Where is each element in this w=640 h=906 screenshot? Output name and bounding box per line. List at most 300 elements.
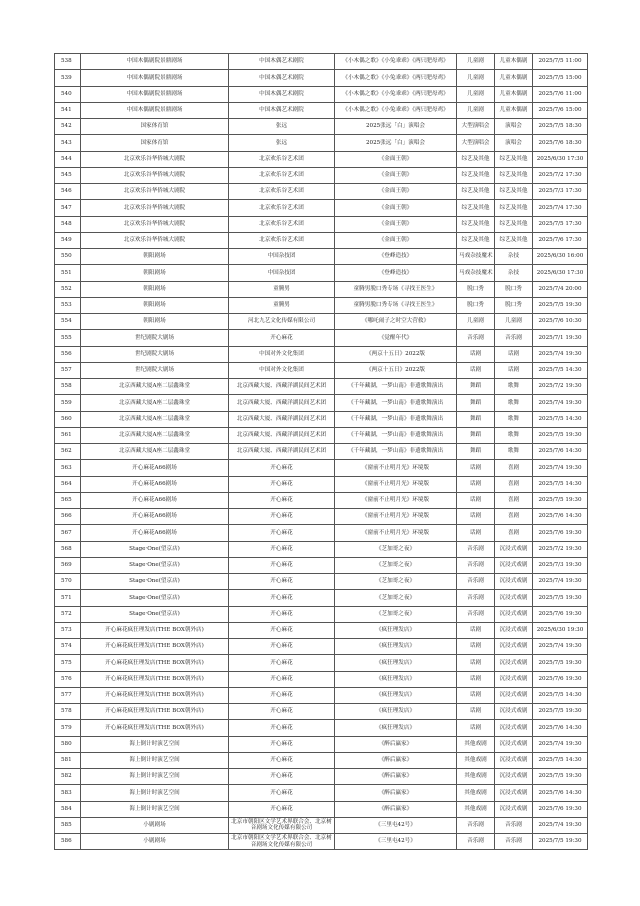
program-cell: 《窗前不止明月光》环境版 xyxy=(335,476,457,492)
program-cell: 《千年藏湖，一梦山南》非遗歌舞演出 xyxy=(335,379,457,395)
organizer-cell: 北京西藏大厦、西藏洋湖民间艺术团 xyxy=(229,427,335,443)
genre-cell: 话剧 xyxy=(457,687,495,703)
program-cell: 《金面王朝》 xyxy=(335,232,457,248)
venue-cell: 小剧剧场 xyxy=(81,817,229,833)
datetime-cell: 2025/7/6 17:30 xyxy=(533,232,588,248)
genre-cell: 儿童剧 xyxy=(457,102,495,118)
category-cell: 沉浸式戏剧 xyxy=(495,590,533,606)
category-cell: 音乐剧 xyxy=(495,817,533,833)
organizer-cell: 开心麻花 xyxy=(229,752,335,768)
row-number: 573 xyxy=(55,622,81,638)
venue-cell: Stage·One(望京店) xyxy=(81,574,229,590)
row-number: 553 xyxy=(55,297,81,313)
genre-cell: 综艺及其他 xyxy=(457,167,495,183)
table-row xyxy=(55,492,588,508)
row-number: 566 xyxy=(55,509,81,525)
row-number: 583 xyxy=(55,785,81,801)
datetime-cell: 2025/6/30 17:30 xyxy=(533,151,588,167)
category-cell: 综艺及其他 xyxy=(495,151,533,167)
table-row xyxy=(55,639,588,655)
row-number: 545 xyxy=(55,167,81,183)
category-cell: 演唱会 xyxy=(495,119,533,135)
row-number: 570 xyxy=(55,574,81,590)
program-cell: 《千年藏湖，一梦山南》非遗歌舞演出 xyxy=(335,411,457,427)
table-row xyxy=(55,801,588,817)
venue-cell: Stage·One(望京店) xyxy=(81,606,229,622)
row-number: 571 xyxy=(55,590,81,606)
table-row xyxy=(55,509,588,525)
table-row xyxy=(55,769,588,785)
row-number: 547 xyxy=(55,200,81,216)
venue-cell: 开心麻花A66剧场 xyxy=(81,509,229,525)
datetime-cell: 2025/7/5 14:30 xyxy=(533,687,588,703)
venue-cell: 中国木偶剧院景鼎剧场 xyxy=(81,54,229,70)
row-number: 586 xyxy=(55,834,81,850)
genre-cell: 其他戏剧 xyxy=(457,801,495,817)
program-cell: 《金面王朝》 xyxy=(335,184,457,200)
category-cell: 歌舞 xyxy=(495,411,533,427)
organizer-cell: 开心麻花 xyxy=(229,785,335,801)
venue-cell: 北京西藏大厦A座二层鑫珠堂 xyxy=(81,395,229,411)
program-cell: 《芝加哥之夜》 xyxy=(335,590,457,606)
program-cell: 《千年藏湖，一梦山南》非遗歌舞演出 xyxy=(335,395,457,411)
table-row xyxy=(55,265,588,281)
category-cell: 沉浸式戏剧 xyxy=(495,687,533,703)
table-row xyxy=(55,687,588,703)
row-number: 579 xyxy=(55,720,81,736)
program-cell: 《三里屯42号》 xyxy=(335,834,457,850)
datetime-cell: 2025/7/6 19:30 xyxy=(533,671,588,687)
category-cell: 沉浸式戏剧 xyxy=(495,736,533,752)
venue-cell: 开心麻花疯狂理发店(THE BOX朝外店) xyxy=(81,622,229,638)
organizer-cell: 中国木偶艺术剧院 xyxy=(229,54,335,70)
genre-cell: 马戏杂技魔术 xyxy=(457,249,495,265)
genre-cell: 话剧 xyxy=(457,492,495,508)
genre-cell: 舞蹈 xyxy=(457,444,495,460)
genre-cell: 话剧 xyxy=(457,460,495,476)
datetime-cell: 2025/7/6 11:00 xyxy=(533,86,588,102)
row-number: 561 xyxy=(55,427,81,443)
program-cell: 童腾男脱口秀专场《寻找王医生》 xyxy=(335,281,457,297)
table-row xyxy=(55,281,588,297)
datetime-cell: 2025/7/3 19:30 xyxy=(533,557,588,573)
organizer-cell: 开心麻花 xyxy=(229,736,335,752)
row-number: 543 xyxy=(55,135,81,151)
datetime-cell: 2025/7/6 14:30 xyxy=(533,785,588,801)
datetime-cell: 2025/7/6 19:30 xyxy=(533,801,588,817)
datetime-cell: 2025/7/6 18:30 xyxy=(533,135,588,151)
category-cell: 话剧 xyxy=(495,362,533,378)
venue-cell: 开心麻花A66剧场 xyxy=(81,525,229,541)
venue-cell: 开心麻花疯狂理发店(THE BOX朝外店) xyxy=(81,655,229,671)
venue-cell: 海上倒计时演艺空间 xyxy=(81,769,229,785)
row-number: 557 xyxy=(55,362,81,378)
organizer-cell: 开心麻花 xyxy=(229,704,335,720)
datetime-cell: 2025/7/1 19:30 xyxy=(533,330,588,346)
category-cell: 儿童木偶剧 xyxy=(495,54,533,70)
row-number: 580 xyxy=(55,736,81,752)
table-row xyxy=(55,395,588,411)
table-row xyxy=(55,606,588,622)
category-cell: 儿童剧 xyxy=(495,314,533,330)
table-row xyxy=(55,704,588,720)
venue-cell: 中国木偶剧院景鼎剧场 xyxy=(81,86,229,102)
organizer-cell: 北京市朝阳区文学艺术界联合会、北京树音剧场文化传媒有限公司 xyxy=(229,817,335,833)
table-row xyxy=(55,330,588,346)
datetime-cell: 2025/7/6 14:30 xyxy=(533,720,588,736)
venue-cell: 开心麻花疯狂理发店(THE BOX朝外店) xyxy=(81,687,229,703)
venue-cell: Stage·One(望京店) xyxy=(81,557,229,573)
program-cell: 《疯狂理发店》 xyxy=(335,655,457,671)
venue-cell: 世纪剧院大剧场 xyxy=(81,346,229,362)
program-cell: 《疯狂理发店》 xyxy=(335,622,457,638)
datetime-cell: 2025/7/5 14:30 xyxy=(533,362,588,378)
program-cell: 《窗前不止明月光》环境版 xyxy=(335,460,457,476)
table-row xyxy=(55,834,588,850)
program-cell: 《窗前不止明月光》环境版 xyxy=(335,492,457,508)
genre-cell: 马戏杂技魔术 xyxy=(457,265,495,281)
table-row xyxy=(55,736,588,752)
venue-cell: 开心麻花A66剧场 xyxy=(81,476,229,492)
category-cell: 综艺及其他 xyxy=(495,184,533,200)
organizer-cell: 开心麻花 xyxy=(229,525,335,541)
venue-cell: 北京西藏大厦A座二层鑫珠堂 xyxy=(81,411,229,427)
genre-cell: 话剧 xyxy=(457,362,495,378)
table-row xyxy=(55,411,588,427)
table-row xyxy=(55,720,588,736)
category-cell: 音乐剧 xyxy=(495,330,533,346)
genre-cell: 其他戏剧 xyxy=(457,752,495,768)
venue-cell: 海上倒计时演艺空间 xyxy=(81,752,229,768)
program-cell: 《金面王朝》 xyxy=(335,200,457,216)
category-cell: 综艺及其他 xyxy=(495,232,533,248)
datetime-cell: 2025/7/5 15:00 xyxy=(533,70,588,86)
organizer-cell: 开心麻花 xyxy=(229,671,335,687)
venue-cell: 朝阳剧场 xyxy=(81,314,229,330)
venue-cell: 北京西藏大厦A座二层鑫珠堂 xyxy=(81,427,229,443)
organizer-cell: 北京欢乐谷艺术团 xyxy=(229,200,335,216)
table-row xyxy=(55,671,588,687)
table-row xyxy=(55,525,588,541)
organizer-cell: 童腾男 xyxy=(229,281,335,297)
datetime-cell: 2025/7/4 19:30 xyxy=(533,346,588,362)
row-number: 548 xyxy=(55,216,81,232)
datetime-cell: 2025/7/2 19:30 xyxy=(533,541,588,557)
table-row xyxy=(55,232,588,248)
row-number: 539 xyxy=(55,70,81,86)
category-cell: 喜剧 xyxy=(495,525,533,541)
datetime-cell: 2025/7/5 14:30 xyxy=(533,752,588,768)
genre-cell: 话剧 xyxy=(457,509,495,525)
venue-cell: 开心麻花疯狂理发店(THE BOX朝外店) xyxy=(81,704,229,720)
row-number: 564 xyxy=(55,476,81,492)
row-number: 542 xyxy=(55,119,81,135)
organizer-cell: 中国对外文化集团 xyxy=(229,362,335,378)
genre-cell: 综艺及其他 xyxy=(457,232,495,248)
genre-cell: 话剧 xyxy=(457,671,495,687)
organizer-cell: 开心麻花 xyxy=(229,590,335,606)
table-row xyxy=(55,314,588,330)
organizer-cell: 开心麻花 xyxy=(229,509,335,525)
row-number: 558 xyxy=(55,379,81,395)
category-cell: 脱口秀 xyxy=(495,297,533,313)
row-number: 562 xyxy=(55,444,81,460)
category-cell: 演唱会 xyxy=(495,135,533,151)
category-cell: 歌舞 xyxy=(495,395,533,411)
datetime-cell: 2025/7/4 19:30 xyxy=(533,395,588,411)
venue-cell: 世纪剧院大剧场 xyxy=(81,330,229,346)
genre-cell: 脱口秀 xyxy=(457,281,495,297)
row-number: 555 xyxy=(55,330,81,346)
organizer-cell: 北京欢乐谷艺术团 xyxy=(229,167,335,183)
category-cell: 儿童木偶剧 xyxy=(495,102,533,118)
genre-cell: 话剧 xyxy=(457,720,495,736)
organizer-cell: 开心麻花 xyxy=(229,687,335,703)
program-cell: 《窗前不止明月光》环境版 xyxy=(335,525,457,541)
program-cell: 《小木偶之歌》《小兔乖乖》《两只肥母鸡》 xyxy=(335,102,457,118)
program-cell: 《觉醒年代》 xyxy=(335,330,457,346)
venue-cell: 北京欢乐谷华侨城大剧院 xyxy=(81,200,229,216)
genre-cell: 舞蹈 xyxy=(457,395,495,411)
datetime-cell: 2025/7/6 19:30 xyxy=(533,606,588,622)
genre-cell: 儿童剧 xyxy=(457,314,495,330)
row-number: 552 xyxy=(55,281,81,297)
datetime-cell: 2025/7/3 17:30 xyxy=(533,184,588,200)
row-number: 544 xyxy=(55,151,81,167)
organizer-cell: 北京市朝阳区文学艺术界联合会、北京树音剧场文化传媒有限公司 xyxy=(229,834,335,850)
program-cell: 《疯狂理发店》 xyxy=(335,704,457,720)
program-cell: 2025张远「白」演唱会 xyxy=(335,119,457,135)
organizer-cell: 河北九艺文化传媒有限公司 xyxy=(229,314,335,330)
table-row xyxy=(55,590,588,606)
organizer-cell: 北京欢乐谷艺术团 xyxy=(229,151,335,167)
datetime-cell: 2025/7/4 19:30 xyxy=(533,460,588,476)
venue-cell: 开心麻花疯狂理发店(THE BOX朝外店) xyxy=(81,671,229,687)
category-cell: 喜剧 xyxy=(495,509,533,525)
genre-cell: 音乐剧 xyxy=(457,541,495,557)
genre-cell: 音乐剧 xyxy=(457,557,495,573)
datetime-cell: 2025/7/5 19:30 xyxy=(533,704,588,720)
organizer-cell: 开心麻花 xyxy=(229,330,335,346)
row-number: 572 xyxy=(55,606,81,622)
category-cell: 沉浸式戏剧 xyxy=(495,720,533,736)
category-cell: 音乐剧 xyxy=(495,834,533,850)
datetime-cell: 2025/7/5 19:30 xyxy=(533,769,588,785)
genre-cell: 舞蹈 xyxy=(457,379,495,395)
datetime-cell: 2025/7/4 19:30 xyxy=(533,817,588,833)
organizer-cell: 开心麻花 xyxy=(229,622,335,638)
organizer-cell: 中国木偶艺术剧院 xyxy=(229,102,335,118)
program-cell: 《窗前不止明月光》环境版 xyxy=(335,509,457,525)
datetime-cell: 2025/7/6 10:30 xyxy=(533,314,588,330)
genre-cell: 音乐剧 xyxy=(457,330,495,346)
genre-cell: 音乐剧 xyxy=(457,590,495,606)
program-cell: 《登峰造技》 xyxy=(335,265,457,281)
datetime-cell: 2025/7/4 19:30 xyxy=(533,574,588,590)
table-row xyxy=(55,216,588,232)
program-cell: 《小木偶之歌》《小兔乖乖》《两只肥母鸡》 xyxy=(335,86,457,102)
genre-cell: 音乐剧 xyxy=(457,606,495,622)
table-row xyxy=(55,184,588,200)
organizer-cell: 北京欢乐谷艺术团 xyxy=(229,216,335,232)
table-row xyxy=(55,102,588,118)
organizer-cell: 张远 xyxy=(229,119,335,135)
venue-cell: 北京西藏大厦A座二层鑫珠堂 xyxy=(81,379,229,395)
row-number: 574 xyxy=(55,639,81,655)
genre-cell: 综艺及其他 xyxy=(457,216,495,232)
table-row xyxy=(55,444,588,460)
venue-cell: 北京欢乐谷华侨城大剧院 xyxy=(81,151,229,167)
program-cell: 《小木偶之歌》《小兔乖乖》《两只肥母鸡》 xyxy=(335,70,457,86)
row-number: 540 xyxy=(55,86,81,102)
program-cell: 《金面王朝》 xyxy=(335,151,457,167)
table-row xyxy=(55,476,588,492)
venue-cell: 中国木偶剧院景鼎剧场 xyxy=(81,102,229,118)
table-row xyxy=(55,460,588,476)
row-number: 556 xyxy=(55,346,81,362)
venue-cell: 世纪剧院大剧场 xyxy=(81,362,229,378)
datetime-cell: 2025/7/5 19:30 xyxy=(533,655,588,671)
venue-cell: 开心麻花疯狂理发店(THE BOX朝外店) xyxy=(81,720,229,736)
performance-schedule-table xyxy=(54,53,588,850)
category-cell: 喜剧 xyxy=(495,476,533,492)
program-cell: 《金面王朝》 xyxy=(335,216,457,232)
datetime-cell: 2025/7/2 17:30 xyxy=(533,167,588,183)
category-cell: 歌舞 xyxy=(495,427,533,443)
category-cell: 沉浸式戏剧 xyxy=(495,785,533,801)
datetime-cell: 2025/7/6 19:30 xyxy=(533,525,588,541)
program-cell: 《芝加哥之夜》 xyxy=(335,541,457,557)
table-row xyxy=(55,249,588,265)
program-cell: 《三里屯42号》 xyxy=(335,817,457,833)
datetime-cell: 2025/6/30 16:00 xyxy=(533,249,588,265)
table-row xyxy=(55,574,588,590)
row-number: 581 xyxy=(55,752,81,768)
genre-cell: 其他戏剧 xyxy=(457,736,495,752)
row-number: 578 xyxy=(55,704,81,720)
row-number: 538 xyxy=(55,54,81,70)
category-cell: 沉浸式戏剧 xyxy=(495,557,533,573)
category-cell: 话剧 xyxy=(495,346,533,362)
organizer-cell: 开心麻花 xyxy=(229,460,335,476)
table-row xyxy=(55,119,588,135)
program-cell: 《金面王朝》 xyxy=(335,167,457,183)
venue-cell: 北京欢乐谷华侨城大剧院 xyxy=(81,232,229,248)
datetime-cell: 2025/7/6 14:30 xyxy=(533,509,588,525)
venue-cell: 海上倒计时演艺空间 xyxy=(81,785,229,801)
venue-cell: 中国木偶剧院景鼎剧场 xyxy=(81,70,229,86)
table-row xyxy=(55,541,588,557)
category-cell: 沉浸式戏剧 xyxy=(495,769,533,785)
venue-cell: 朝阳剧场 xyxy=(81,297,229,313)
category-cell: 沉浸式戏剧 xyxy=(495,801,533,817)
genre-cell: 综艺及其他 xyxy=(457,184,495,200)
table-row xyxy=(55,785,588,801)
venue-cell: 开心麻花A66剧场 xyxy=(81,492,229,508)
table-row xyxy=(55,379,588,395)
venue-cell: Stage·One(望京店) xyxy=(81,590,229,606)
row-number: 582 xyxy=(55,769,81,785)
category-cell: 沉浸式戏剧 xyxy=(495,574,533,590)
category-cell: 沉浸式戏剧 xyxy=(495,655,533,671)
venue-cell: 北京欢乐谷华侨城大剧院 xyxy=(81,184,229,200)
organizer-cell: 开心麻花 xyxy=(229,801,335,817)
organizer-cell: 开心麻花 xyxy=(229,557,335,573)
table-row xyxy=(55,297,588,313)
program-cell: 童腾男脱口秀专场《寻找王医生》 xyxy=(335,297,457,313)
genre-cell: 舞蹈 xyxy=(457,427,495,443)
category-cell: 综艺及其他 xyxy=(495,167,533,183)
genre-cell: 儿童剧 xyxy=(457,70,495,86)
organizer-cell: 开心麻花 xyxy=(229,639,335,655)
row-number: 541 xyxy=(55,102,81,118)
table-row xyxy=(55,557,588,573)
venue-cell: 海上倒计时演艺空间 xyxy=(81,801,229,817)
venue-cell: 北京欢乐谷华侨城大剧院 xyxy=(81,216,229,232)
organizer-cell: 中国对外文化集团 xyxy=(229,346,335,362)
category-cell: 喜剧 xyxy=(495,492,533,508)
row-number: 584 xyxy=(55,801,81,817)
organizer-cell: 开心麻花 xyxy=(229,720,335,736)
organizer-cell: 北京西藏大厦、西藏洋湖民间艺术团 xyxy=(229,411,335,427)
venue-cell: 朝阳剧场 xyxy=(81,281,229,297)
datetime-cell: 2025/7/4 20:00 xyxy=(533,281,588,297)
row-number: 546 xyxy=(55,184,81,200)
category-cell: 沉浸式戏剧 xyxy=(495,752,533,768)
category-cell: 沉浸式戏剧 xyxy=(495,671,533,687)
genre-cell: 话剧 xyxy=(457,639,495,655)
genre-cell: 话剧 xyxy=(457,655,495,671)
category-cell: 沉浸式戏剧 xyxy=(495,639,533,655)
genre-cell: 其他戏剧 xyxy=(457,785,495,801)
genre-cell: 大型演唱会 xyxy=(457,135,495,151)
datetime-cell: 2025/7/5 19:30 xyxy=(533,427,588,443)
datetime-cell: 2025/6/30 17:30 xyxy=(533,265,588,281)
datetime-cell: 2025/7/5 11:00 xyxy=(533,54,588,70)
genre-cell: 综艺及其他 xyxy=(457,200,495,216)
table-row xyxy=(55,346,588,362)
program-cell: 2025张远「白」演唱会 xyxy=(335,135,457,151)
genre-cell: 脱口秀 xyxy=(457,297,495,313)
genre-cell: 音乐剧 xyxy=(457,574,495,590)
venue-cell: 小剧剧场 xyxy=(81,834,229,850)
row-number: 575 xyxy=(55,655,81,671)
datetime-cell: 2025/7/4 17:30 xyxy=(533,200,588,216)
table-row xyxy=(55,135,588,151)
organizer-cell: 中国杂技团 xyxy=(229,249,335,265)
program-cell: 《疯狂理发店》 xyxy=(335,639,457,655)
venue-cell: 开心麻花A66剧场 xyxy=(81,460,229,476)
row-number: 585 xyxy=(55,817,81,833)
genre-cell: 儿童剧 xyxy=(457,54,495,70)
table-row xyxy=(55,70,588,86)
category-cell: 歌舞 xyxy=(495,444,533,460)
venue-cell: 海上倒计时演艺空间 xyxy=(81,736,229,752)
venue-cell: 北京西藏大厦A座二层鑫珠堂 xyxy=(81,444,229,460)
category-cell: 喜剧 xyxy=(495,460,533,476)
datetime-cell: 2025/7/5 19:30 xyxy=(533,297,588,313)
category-cell: 歌舞 xyxy=(495,379,533,395)
table-row xyxy=(55,167,588,183)
table-row xyxy=(55,151,588,167)
venue-cell: 国家体育馆 xyxy=(81,135,229,151)
organizer-cell: 开心麻花 xyxy=(229,574,335,590)
organizer-cell: 中国木偶艺术剧院 xyxy=(229,86,335,102)
row-number: 569 xyxy=(55,557,81,573)
datetime-cell: 2025/7/5 19:30 xyxy=(533,590,588,606)
genre-cell: 话剧 xyxy=(457,346,495,362)
program-cell: 《疯狂理发店》 xyxy=(335,720,457,736)
